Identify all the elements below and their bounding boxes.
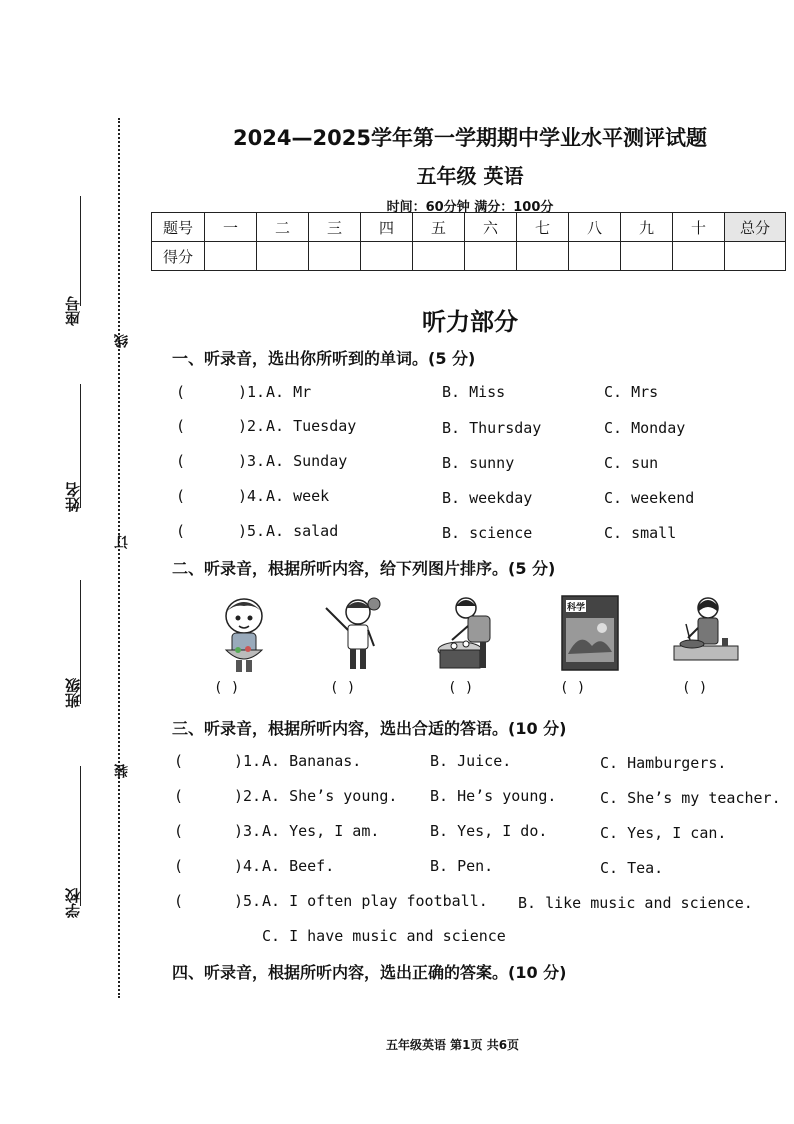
option-a: A. Yes, I am.: [262, 822, 380, 840]
answer-paren[interactable]: (: [176, 487, 186, 505]
question-number: )1.: [238, 383, 266, 401]
picture-boy-washing-clothes: [434, 594, 514, 674]
option-a: A. week: [266, 487, 330, 505]
exam-title: 2024—2025学年第一学期期中学业水平测评试题: [233, 126, 707, 150]
option-b: B. like music and science.: [518, 894, 753, 912]
score-col: 二: [257, 213, 309, 242]
question-number: )3.: [238, 452, 266, 470]
option-b: B. Yes, I do.: [430, 822, 548, 840]
answer-paren[interactable]: (: [176, 417, 186, 435]
option-c: C. Yes, I can.: [600, 824, 727, 842]
picture-4-answer[interactable]: ( ): [560, 680, 586, 696]
picture-2-answer[interactable]: ( ): [330, 680, 356, 696]
option-b: B. Pen.: [430, 857, 494, 875]
section4-title: 四、听录音，根据所听内容，选出正确的答案。(10 分): [172, 963, 567, 982]
option-c: C. weekend: [604, 489, 695, 507]
option-a: A. Mr: [266, 383, 312, 401]
option-a: A. I often play football.: [262, 892, 488, 910]
answer-paren[interactable]: (: [174, 822, 184, 840]
binding-mark-line: 线: [114, 334, 130, 348]
score-col-total: 总分: [725, 213, 786, 242]
option-b: B. science: [442, 524, 533, 542]
score-cell[interactable]: [673, 242, 725, 271]
option-c: C. Tea.: [600, 859, 664, 877]
option-c: C. Mrs: [604, 383, 659, 401]
option-a: A. Beef.: [262, 857, 335, 875]
score-col: 九: [621, 213, 673, 242]
score-col: 五: [413, 213, 465, 242]
score-cell[interactable]: [465, 242, 517, 271]
option-a: A. salad: [266, 522, 339, 540]
score-col: 三: [309, 213, 361, 242]
picture-teacher-pointing: [318, 594, 398, 674]
question-number: )5.: [238, 522, 266, 540]
picture-1-answer[interactable]: ( ): [214, 680, 240, 696]
score-cell[interactable]: [517, 242, 569, 271]
option-c: C. Hamburgers.: [600, 754, 727, 772]
option-a: A. Tuesday: [266, 417, 357, 435]
school-line: [80, 766, 81, 906]
answer-paren[interactable]: (: [176, 522, 186, 540]
answer-paren[interactable]: (: [176, 383, 186, 401]
score-col: 四: [361, 213, 413, 242]
option-a: A. Bananas.: [262, 752, 362, 770]
option-b: B. sunny: [442, 454, 515, 472]
option-c: C. small: [604, 524, 677, 542]
answer-paren[interactable]: (: [174, 857, 184, 875]
exam-time-info: 时间：60分钟 满分：100分: [386, 200, 554, 215]
question-number: )2.: [238, 417, 266, 435]
score-col: 七: [517, 213, 569, 242]
option-c: C. Monday: [604, 419, 686, 437]
binding-mark-staple: 订: [114, 535, 130, 549]
option-a: A. She’s young.: [262, 787, 398, 805]
picture-girl-cooking: [666, 594, 746, 674]
score-table-score-row: [152, 242, 786, 271]
score-cell[interactable]: [361, 242, 413, 271]
section3-title: 三、听录音，根据所听内容，选出合适的答语。(10 分): [172, 719, 567, 738]
option-b: B. Juice.: [430, 752, 512, 770]
name-label: 姓名: [64, 482, 82, 512]
answer-paren[interactable]: (: [174, 787, 184, 805]
page-footer: 五年级英语 第1页 共6页: [386, 1038, 520, 1052]
score-cell[interactable]: [309, 242, 361, 271]
exam-subtitle: 五年级 英语: [416, 164, 524, 188]
answer-paren[interactable]: (: [176, 452, 186, 470]
score-table-row1-label: 题号: [152, 213, 205, 242]
option-c: C. I have music and science: [262, 927, 506, 945]
picture-science-book: [556, 594, 636, 674]
score-table: [151, 212, 786, 271]
score-col: 十: [673, 213, 725, 242]
option-c: C. sun: [604, 454, 659, 472]
question-number: )2.: [234, 787, 262, 805]
school-label: 学校: [64, 888, 82, 918]
question-number: )4.: [234, 857, 262, 875]
score-table-header-row: [152, 213, 786, 242]
score-cell[interactable]: [413, 242, 465, 271]
score-cell[interactable]: [569, 242, 621, 271]
answer-paren[interactable]: (: [174, 892, 184, 910]
section1-title: 一、听录音，选出你所听到的单词。(5 分): [172, 349, 476, 368]
binding-dotted-line: [118, 118, 120, 998]
picture-5-answer[interactable]: ( ): [682, 680, 708, 696]
option-b: B. Thursday: [442, 419, 542, 437]
question-number: )1.: [234, 752, 262, 770]
class-label: 班级: [64, 678, 82, 708]
picture-boy-mixing-salad: [204, 594, 284, 674]
score-cell[interactable]: [257, 242, 309, 271]
option-b: B. He’s young.: [430, 787, 557, 805]
question-number: )3.: [234, 822, 262, 840]
question-number: )5.: [234, 892, 262, 910]
option-c: C. She’s my teacher.: [600, 789, 781, 807]
score-cell[interactable]: [621, 242, 673, 271]
score-table-row2-label: 得分: [152, 242, 205, 271]
picture-3-answer[interactable]: ( ): [448, 680, 474, 696]
option-b: B. weekday: [442, 489, 533, 507]
score-cell-total[interactable]: [725, 242, 786, 271]
option-a: A. Sunday: [266, 452, 348, 470]
option-b: B. Miss: [442, 383, 506, 401]
answer-paren[interactable]: (: [174, 752, 184, 770]
score-col: 八: [569, 213, 621, 242]
score-cell[interactable]: [205, 242, 257, 271]
seat-number-label: 座号: [64, 296, 82, 326]
listening-section-header: 听力部分: [422, 307, 518, 336]
section2-title: 二、听录音，根据所听内容，给下列图片排序。(5 分): [172, 559, 556, 578]
score-col: 一: [205, 213, 257, 242]
question-number: )4.: [238, 487, 266, 505]
seat-number-line: [80, 196, 81, 306]
score-col: 六: [465, 213, 517, 242]
book-title-label: 科学: [567, 603, 586, 613]
binding-mark-bind: 装: [114, 764, 130, 778]
